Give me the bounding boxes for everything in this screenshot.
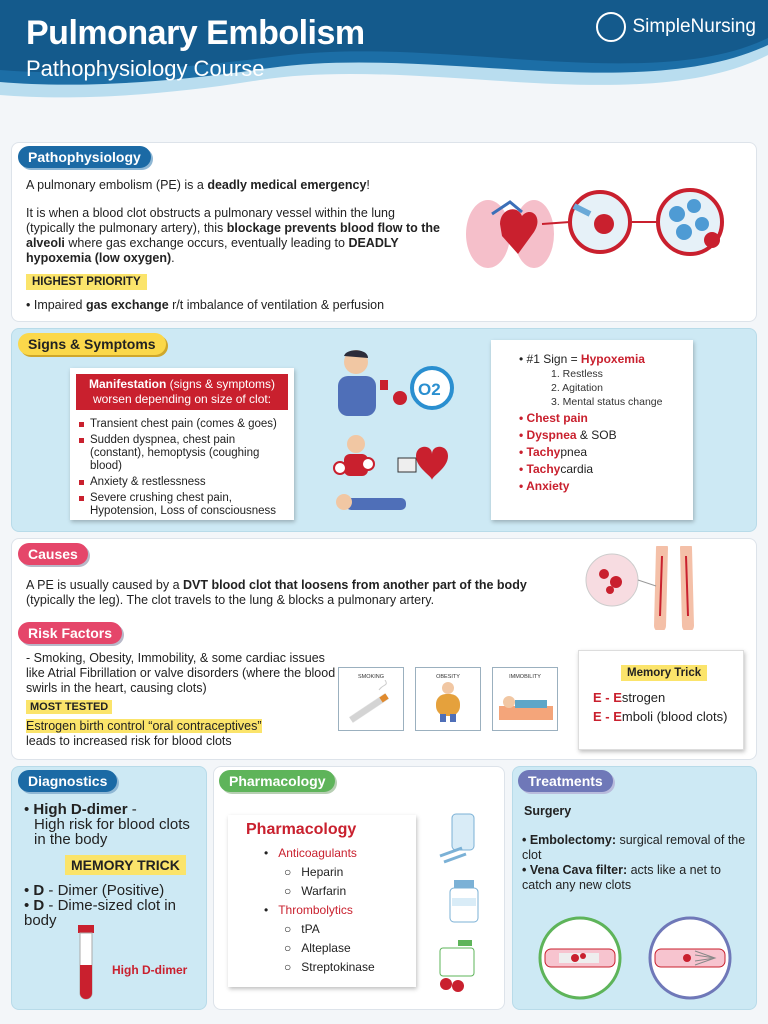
obese-person-icon [416,680,480,724]
manifestation-banner: Manifestation (signs & symptoms) worsen depending on size of clot: [76,374,288,410]
leg-dvt-illustration [584,546,714,630]
signs-heading: Signs & Symptoms [18,333,166,355]
memory-emboli: E - Emboli (blood clots) [593,709,728,724]
page-subtitle: Pathophysiology Course [26,56,265,81]
immobility-card [492,667,558,731]
memory-trick-label: Memory Trick [621,665,707,681]
pathophysiology-description: It is when a blood clot obstructs a pulmonary vessel within the lung (typically the pulmonary artery), this blockage prevents blood flow to the alveoli where gas exchange occurs, eventually leading to DEADLY hypoxemia (low oxygen). [26,206,440,265]
pharmacology-box [228,815,416,987]
header-banner [0,0,768,135]
vessel-filter-icon [645,915,735,1001]
brand-name: SimpleNursing [632,16,756,37]
thrombolytics-label: • Thrombolytics [264,903,353,917]
smoking-card [338,667,404,731]
vessel-embolectomy-icon [535,915,625,1001]
risk-factors-heading: Risk Factors [18,622,122,644]
page-title: Pulmonary Embolism [26,14,365,52]
causes-text: A PE is usually caused by a DVT blood clot that loosens from another part of the body (typically the leg). The clot travels to the lung & blocks a pulmonary artery. [26,578,527,607]
treatments-heading: Treatments [518,770,613,792]
brand-logo[interactable] [596,12,756,42]
anticoagulants-label: • Anticoagulants [264,846,357,860]
bedridden-icon [493,680,557,724]
sign-tachypnea: • Tachypnea [519,445,588,459]
pharmacology-box-title: Pharmacology [246,821,357,838]
drug-item: ○ Streptokinase [284,960,375,974]
vena-cava-text: • Vena Cava filter: acts like a net to catch any new clots [522,863,721,892]
drug-item: ○ tPA [284,922,320,936]
obesity-label: OBESITY [436,674,460,680]
manifestation-list [78,418,290,521]
sign-chest-pain: • Chest pain [519,411,588,425]
tube-label: High D-dimer [112,963,188,977]
drug-item: ○ Alteplase [284,941,351,955]
sub-sign: 2. Agitation [551,382,603,394]
lungs-clot-illustration [462,184,732,274]
o2-label: O2 [418,380,441,399]
stethoscope-icon [596,12,626,42]
cigarette-icon [339,680,403,724]
smoking-label: SMOKING [358,674,384,680]
blood-tube-icon [74,925,100,1005]
sub-sign: 3. Mental status change [551,396,663,408]
highest-priority-label: HIGHEST PRIORITY [26,274,147,290]
d-dimer-mnemonic-1: • D - Dimer (Positive) [24,882,165,899]
manifestation-box [70,368,294,520]
pathophysiology-heading: Pathophysiology [18,146,151,168]
list-item: Anxiety & restlessness [78,476,290,489]
pathophysiology-intro: A pulmonary embolism (PE) is a deadly medical emergency! [26,178,370,192]
most-tested-label: MOST TESTED [26,700,112,714]
pharmacology-list [264,844,375,977]
primary-signs-box [491,340,693,520]
embolectomy-text: • Embolectomy: surgical removal of the clot [522,833,746,862]
memory-trick-diagnostics: MEMORY TRICK [65,855,186,875]
sign-dyspnea: • Dyspnea & SOB [519,428,617,442]
drug-item: ○ Warfarin [284,884,347,898]
sign-anxiety: • Anxiety [519,479,570,493]
diagnostics-heading: Diagnostics [18,770,117,792]
sub-sign: 1. Restless [551,368,603,380]
drug-item: ○ Heparin [284,865,344,879]
obesity-card [415,667,481,731]
immobility-label: IMMOBILITY [509,674,541,680]
list-item: Severe crushing chest pain, Hypotension, Loss of consciousness [78,492,290,518]
memory-trick-box [578,650,744,750]
priority-bullet: • Impaired gas exchange r/t imbalance of ventilation & perfusion [26,298,385,312]
sign-tachycardia: • Tachycardia [519,462,594,476]
d-dimer-mnemonic-2: • D - Dime-sized clot in body [24,897,176,929]
risk-factors-text: - Smoking, Obesity, Immobility, & some cardiac issues like Atrial Fibrillation or valve disorders (where the blood swirls in the heart, causing clots) [26,651,336,695]
causes-heading: Causes [18,543,88,565]
surgery-label: Surgery [524,804,572,818]
first-sign: • #1 Sign = Hypoxemia [519,352,645,366]
list-item: Transient chest pain (comes & goes) [78,418,290,431]
medication-icons [432,808,492,998]
memory-estrogen: E - Estrogen [593,690,666,705]
d-dimer-text: • High D-dimer - High risk for blood clots in the body [24,801,190,848]
pharmacology-heading: Pharmacology [219,770,335,792]
estrogen-risk-text: Estrogen birth control “oral contraceptives” leads to increased risk for blood clots [26,719,262,748]
patient-illustrations [328,348,458,518]
list-item: Sudden dyspnea, chest pain (constant), hemoptysis (coughing blood) [78,434,290,473]
